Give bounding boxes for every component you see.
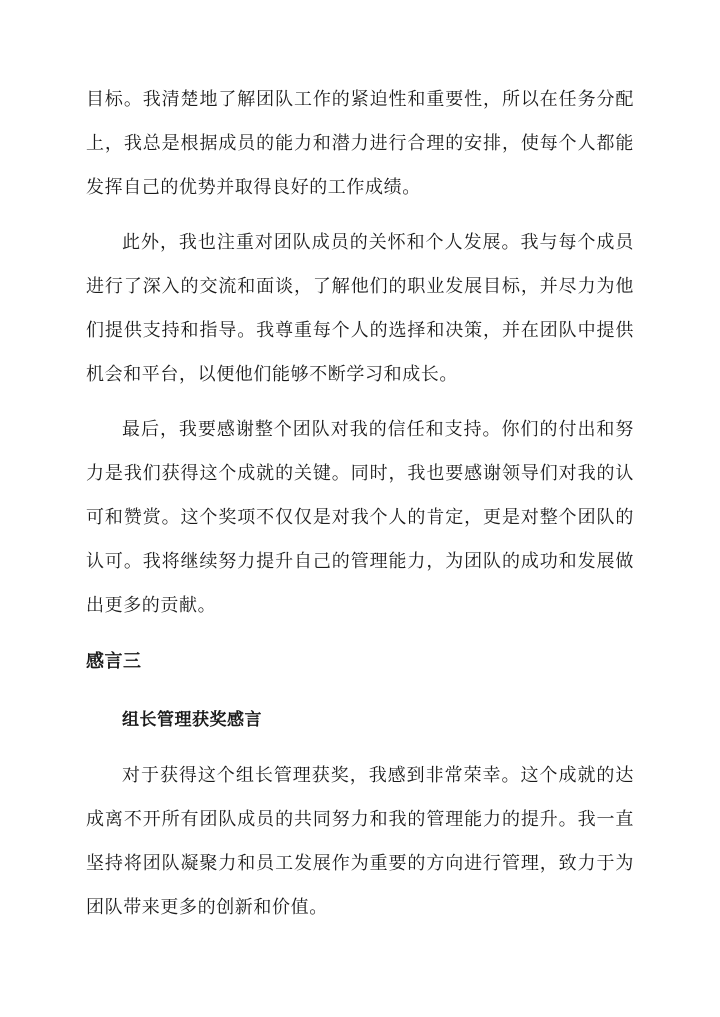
- text-line: 上，我总是根据成员的能力和潜力进行合理的安排，使每个人都能: [86, 133, 634, 154]
- text-line: 坚持将团队凝聚力和员工发展作为重要的方向进行管理，致力于为: [86, 853, 634, 874]
- text-line: 力是我们获得这个成就的关键。同时，我也要感谢领导们对我的认: [86, 463, 634, 484]
- text-line: 进行了深入的交流和面谈，了解他们的职业发展目标，并尽力为他: [86, 276, 634, 297]
- text-line: 成离不开所有团队成员的共同努力和我的管理能力的提升。我一直: [86, 809, 634, 830]
- text-line: 对于获得这个组长管理获奖，我感到非常荣幸。这个成就的达: [122, 765, 634, 786]
- text-line: 最后，我要感谢整个团队对我的信任和支持。你们的付出和努: [122, 419, 634, 440]
- text-line: 们提供支持和指导。我尊重每个人的选择和决策，并在团队中提供: [86, 320, 634, 341]
- text-line: 认可。我将继续努力提升自己的管理能力，为团队的成功和发展做: [86, 551, 634, 572]
- section-subheading: 组长管理获奖感言: [122, 710, 262, 730]
- text-line: 目标。我清楚地了解团队工作的紧迫性和重要性，所以在任务分配: [86, 89, 634, 110]
- text-line: 可和赞赏。这个奖项不仅仅是对我个人的肯定，更是对整个团队的: [86, 507, 634, 528]
- text-line: 发挥自己的优势并取得良好的工作成绩。: [86, 177, 421, 198]
- text-line: 出更多的贡献。: [86, 595, 217, 616]
- text-line: 团队带来更多的创新和价值。: [86, 897, 328, 918]
- text-line: 此外，我也注重对团队成员的关怀和个人发展。我与每个成员: [122, 232, 634, 253]
- section-heading: 感言三: [86, 651, 142, 672]
- text-line: 机会和平台，以便他们能够不断学习和成长。: [86, 364, 458, 385]
